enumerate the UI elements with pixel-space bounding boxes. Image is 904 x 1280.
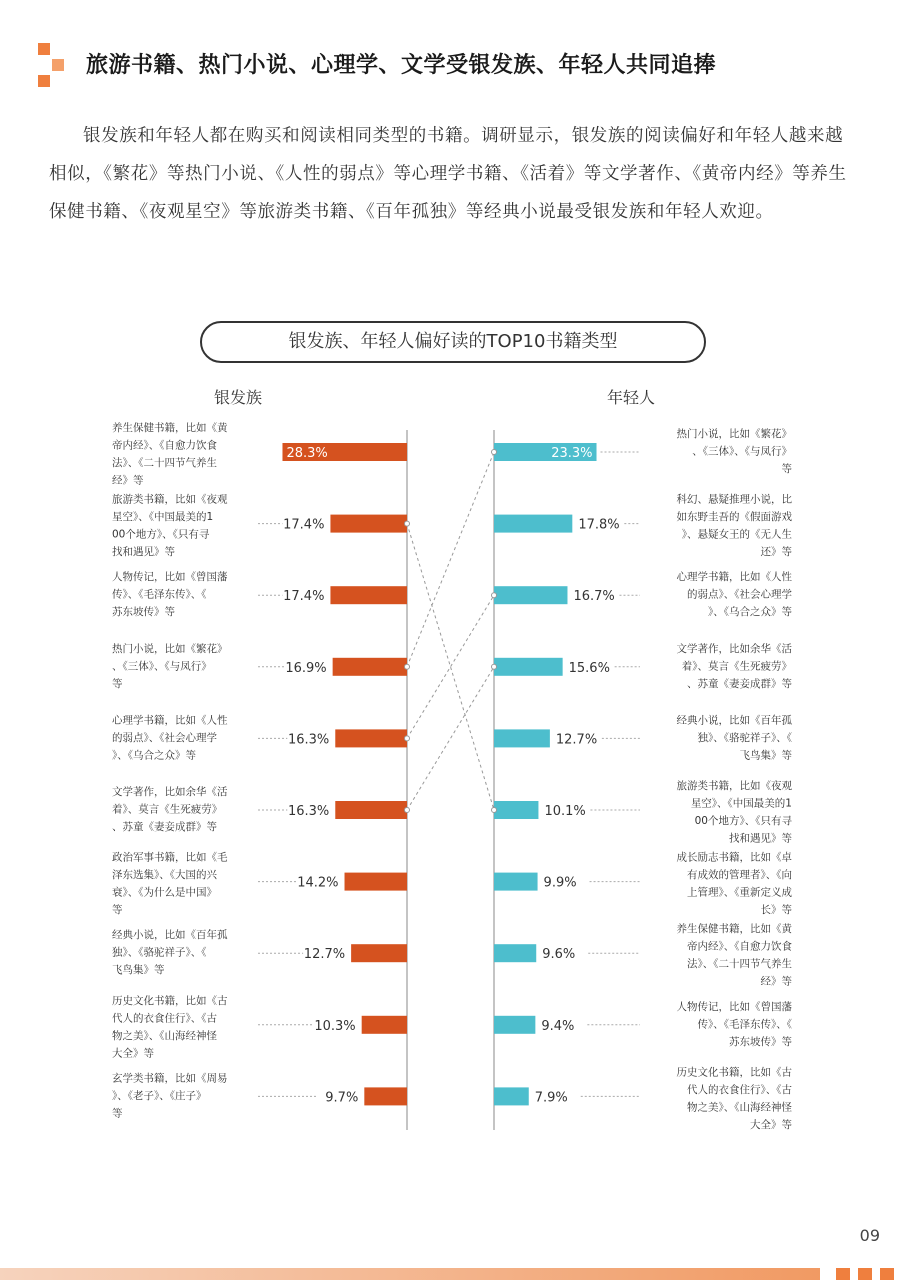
senior-bar (345, 873, 407, 891)
youth-bar (494, 586, 567, 604)
youth-value-label: 23.3% (551, 446, 593, 461)
youth-bar (494, 658, 563, 676)
youth-bar (494, 873, 538, 891)
youth-category-label: 历史文化书籍，比如《古代人的衣食住行》、《古物之美》、《山海经神怪大全》等 (676, 1066, 792, 1131)
footer-square (880, 1268, 894, 1280)
senior-value-label: 16.3% (287, 804, 330, 819)
senior-category-label: 心理学书籍，比如《人性的弱点》、《社会心理学》、《乌合之众》等 (112, 714, 228, 762)
senior-category-label: 经典小说，比如《百年孤独》、《骆驼祥子》、《飞鸟集》等 (112, 929, 228, 977)
youth-category-label: 成长励志书籍，比如《卓有成效的管理者》、《向上管理》、《重新定义成长》等 (676, 851, 792, 917)
senior-value-label: 17.4% (283, 589, 325, 605)
youth-value-label: 9.6% (542, 947, 576, 963)
category-link-line (407, 595, 494, 738)
youth-bar (494, 1016, 535, 1034)
youth-bar (494, 729, 550, 747)
link-dot (492, 593, 497, 598)
link-dot (405, 664, 410, 669)
youth-category-label: 养生保健书籍，比如《黄帝内经》、《自愈力饮食法》、《二十四节气养生经》等 (676, 923, 792, 988)
youth-value-label: 16.7% (573, 589, 615, 605)
youth-category-label: 心理学书籍，比如《人性的弱点》、《社会心理学》、《乌合之众》等 (676, 571, 792, 619)
youth-value-label: 15.6% (568, 660, 610, 676)
youth-bar (494, 1087, 529, 1105)
footer-square (836, 1268, 850, 1280)
senior-value-label: 12.7% (303, 947, 346, 963)
senior-bar (330, 515, 407, 533)
category-link-line (407, 452, 494, 667)
page-title: 旅游书籍、热门小说、心理学、文学受银发族、年轻人共同追捧 (86, 53, 717, 78)
youth-bar (494, 801, 538, 819)
youth-value-label: 10.1% (544, 804, 586, 819)
senior-category-label: 养生保健书籍，比如《黄帝内经》、《自愈力饮食法》、《二十四节气养生经》等 (112, 422, 228, 487)
senior-value-label: 17.4% (283, 517, 325, 533)
senior-category-label: 政治军事书籍，比如《毛泽东选集》、《大国的兴衰》、《为什么是中国》等 (112, 851, 228, 917)
senior-category-label: 玄学类书籍，比如《周易》、《老子》、《庄子》等 (112, 1072, 228, 1120)
intro-paragraph: 银发族和年轻人都在购买和阅读相同类型的书籍。调研显示，银发族的阅读偏好和年轻人越来越相似，《繁花》等热门小说、《人性的弱点》等心理学书籍、《活着》等文学著作、《黄帝内经》等养生保健书籍、《夜观星空》等旅游类书籍、《百年孤独》等经典小说最受银发族和年轻人欢迎。 (49, 126, 847, 222)
senior-category-label: 旅游类书籍，比如《夜观星空》、《中国最美的1 00个地方》、《只有寻找和遇见》等 (112, 493, 228, 559)
youth-category-label: 人物传记，比如《曾国藩传》、《毛泽东传》、《苏东坡传》等 (676, 1000, 792, 1048)
senior-category-label: 人物传记，比如《曾国藩传》、《毛泽东传》、《苏东坡传》等 (112, 571, 228, 619)
link-dot (492, 450, 497, 455)
page-number: 09 (859, 1226, 880, 1245)
youth-bar (494, 515, 572, 533)
senior-bar (330, 586, 407, 604)
legend-senior: 银发族 (214, 388, 263, 407)
senior-value-label: 16.9% (285, 660, 327, 676)
senior-bar (333, 658, 407, 676)
link-dot (492, 664, 497, 669)
senior-bar (362, 1016, 407, 1034)
category-link-line (407, 667, 494, 810)
senior-value-label: 28.3% (286, 446, 328, 461)
youth-category-label: 旅游类书籍，比如《夜观星空》、《中国最美的1 00个地方》、《只有寻找和遇见》等 (676, 780, 792, 845)
footer-bar (0, 1268, 820, 1280)
youth-value-label: 9.4% (541, 1018, 575, 1034)
chart-title: 银发族、年轻人偏好读的TOP10书籍类型 (200, 321, 706, 363)
senior-category-label: 历史文化书籍，比如《古代人的衣食住行》、《古物之美》、《山海经神怪大全》等 (112, 994, 228, 1060)
senior-bar (351, 944, 407, 962)
link-dot (405, 736, 410, 741)
link-dot (405, 521, 410, 526)
youth-bar (494, 944, 536, 962)
youth-value-label: 7.9% (534, 1090, 568, 1106)
senior-category-label: 热门小说，比如《繁花》、《三体》、《与凤行》等 (112, 642, 228, 690)
senior-value-label: 16.3% (287, 732, 330, 748)
footer-square (858, 1268, 872, 1280)
senior-category-label: 文学著作，比如余华《活着》、莫言《生死疲劳》、苏童《妻妾成群》等 (112, 786, 228, 833)
youth-value-label: 12.7% (555, 732, 598, 748)
youth-category-label: 文学著作，比如余华《活着》、莫言《生死疲劳》、苏童《妻妾成群》等 (676, 642, 792, 690)
link-dot (492, 808, 497, 813)
youth-value-label: 9.9% (543, 875, 577, 891)
youth-value-label: 17.8% (578, 517, 620, 533)
senior-value-label: 10.3% (314, 1018, 356, 1034)
senior-value-label: 9.7% (325, 1090, 359, 1106)
youth-category-label: 科幻、悬疑推理小说，比如东野圭吾的《假面游戏》、悬疑女王的《无人生还》等 (676, 493, 792, 559)
category-link-line (407, 524, 494, 810)
youth-category-label: 经典小说，比如《百年孤独》、《骆驼祥子》、《飞鸟集》等 (676, 714, 792, 762)
legend-youth: 年轻人 (607, 388, 656, 407)
senior-bar (335, 801, 407, 819)
senior-bar (335, 729, 407, 747)
link-dot (405, 808, 410, 813)
senior-bar (364, 1087, 407, 1105)
senior-value-label: 14.2% (297, 875, 339, 891)
youth-category-label: 热门小说，比如《繁花》、《三体》、《与凤行》等 (676, 428, 792, 475)
